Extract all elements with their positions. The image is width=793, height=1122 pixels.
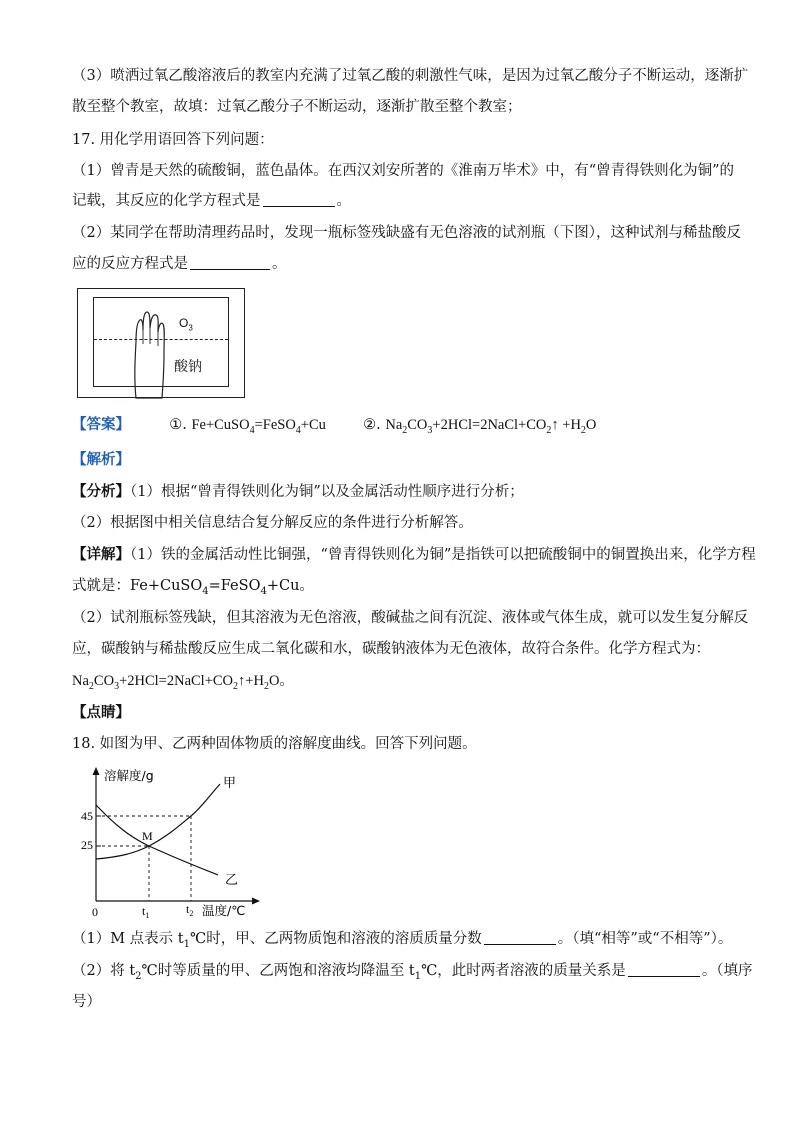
text-line: 【分析】（1）根据“曾青得铁则化为铜”以及金属活动性顺序进行分析；: [72, 483, 524, 500]
solubility-chart: [80, 767, 280, 922]
answer-blank[interactable]: [484, 930, 556, 945]
series-yi-label: 乙: [225, 873, 239, 888]
text-line: $Na_2CO_3+2HCl=2NaCl+CO_2↑+H_2O$。: [72, 673, 294, 692]
text-line: （2）试剂瓶标签残缺，但其溶液为无色溶液，酸碱盐之间有沉淀、液体或气体生成，就可以发生复分解反: [72, 610, 749, 626]
point-m-label: M: [142, 829, 153, 843]
answer-blank[interactable]: [190, 255, 270, 270]
text-line: 号）: [72, 994, 101, 1010]
text-line: 记载，其反应的化学方程式是 。: [72, 193, 351, 209]
y-axis-label: 溶解度/g: [104, 768, 154, 783]
text-line: （2）将 $t_2℃$时等质量的甲、乙两饱和溶液均降温至 $t_1℃$，此时两者溶液的质量关系是 。（填序: [72, 963, 753, 982]
text-line: 应，碳酸钠与稀盐酸反应生成二氧化碳和水，碳酸钠液体为无色液体，故符合条件。化学方程式为：: [72, 641, 710, 657]
x-axis-label: 温度/℃: [202, 903, 246, 918]
question-18-title: 18. 如图为甲、乙两种固体物质的溶解度曲线。回答下列问题。: [72, 736, 477, 752]
y-axis-arrow: [93, 767, 100, 775]
origin-label: 0: [92, 905, 98, 919]
label-acid-sodium: 酸钠: [174, 359, 202, 375]
text-line: 散至整个教室，故填：过氧乙酸分子不断运动，逐渐扩散至整个教室；: [72, 99, 522, 115]
torn-label-icon: [132, 310, 166, 400]
answer-blank[interactable]: [628, 962, 700, 977]
text-line: 式就是：Fe+CuSO$_4$=FeSO$_4$+Cu。: [72, 578, 314, 597]
x-tick-label-t2: $t_2$: [186, 902, 194, 918]
dianjing-tag: 【点睛】: [72, 704, 130, 721]
series-jia-curve: [96, 784, 220, 859]
y-tick-label: 25: [81, 838, 93, 852]
text-line: 应的反应方程式是 。: [72, 256, 287, 272]
label-o3: $O_3$: [179, 316, 193, 333]
analysis-tag: 【解析】: [72, 451, 130, 468]
series-yi-curve: [96, 805, 218, 875]
x-tick-label-t1: $t_1$: [142, 904, 150, 920]
reagent-label-figure: [77, 288, 245, 398]
x-axis-arrow: [252, 898, 260, 905]
text-line: （3）喷洒过氧乙酸溶液后的教室内充满了过氧乙酸的刺激性气味，是因为过氧乙酸分子不断运动，逐渐扩: [72, 68, 749, 84]
label-frame: [93, 297, 229, 387]
text-line: （1）曾青是天然的硫酸铜，蓝色晶体。在西汉刘安所著的《淮南万毕术》中，有“曾青得铁则化为铜”的: [72, 163, 735, 179]
text-line: （1）M 点表示 $t_1℃$时，甲、乙两物质饱和溶液的溶质质量分数 。（填“相等”或“不相等”）。: [72, 931, 733, 950]
y-tick-label: 45: [81, 809, 93, 823]
series-jia-label: 甲: [223, 776, 237, 791]
question-17-title: 17. 用化学用语回答下列问题：: [72, 132, 274, 148]
answer-blank[interactable]: [263, 192, 335, 207]
text-line: （2）某同学在帮助清理药品时，发现一瓶标签残缺盛有无色溶液的试剂瓶（下图），这种试剂与稀盐酸反: [72, 225, 741, 241]
answer-line: 【答案】 ①. Fe+CuSO$_4$=FeSO$_4$+Cu ②. $Na_2CO_3+2HCl=2NaCl+CO_2↑ +H_2O$: [72, 416, 597, 436]
text-line: （2）根据图中相关信息结合复分解反应的条件进行分析解答。: [72, 515, 473, 531]
text-line: 【详解】（1）铁的金属活动性比铜强，“曾青得铁则化为铜”是指铁可以把硫酸铜中的铜置换出来，化学方程: [72, 546, 756, 563]
